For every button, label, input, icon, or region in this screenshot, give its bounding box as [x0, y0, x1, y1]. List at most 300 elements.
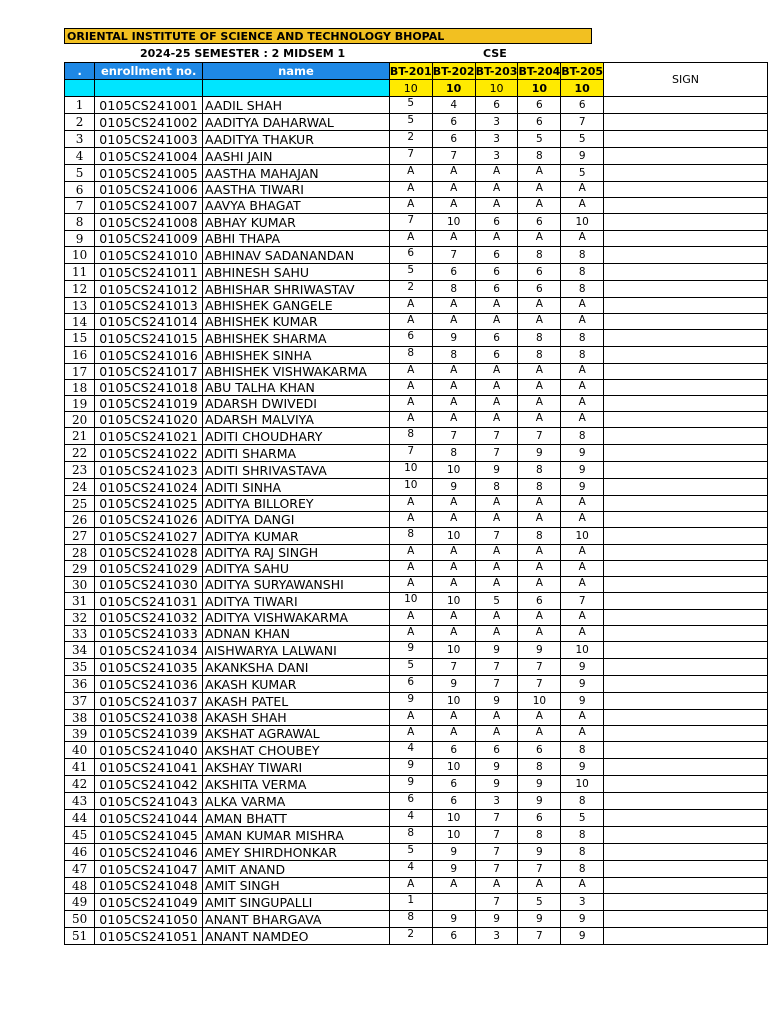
- mark-cell: 7: [432, 148, 475, 165]
- table-row: [65, 131, 768, 148]
- mark-cell: A: [432, 298, 475, 314]
- mark-cell: A: [432, 182, 475, 198]
- mark-cell: 7: [475, 659, 518, 676]
- serial-number-cell: 9: [65, 231, 95, 247]
- sign-cell: [604, 676, 768, 693]
- sign-cell: [604, 97, 768, 114]
- table-row: [65, 610, 768, 626]
- mark-cell: 9: [561, 479, 604, 496]
- mark-cell: 6: [389, 330, 432, 347]
- mark-cell: 8: [561, 742, 604, 759]
- mark-cell: 8: [432, 347, 475, 364]
- student-name-cell: ADITYA SAHU: [203, 561, 390, 577]
- student-name-cell: AKSHAY TIWARI: [203, 759, 390, 776]
- mark-cell: 9: [432, 676, 475, 693]
- student-name-cell: ADITYA KUMAR: [203, 528, 390, 545]
- mark-cell: 10: [432, 214, 475, 231]
- max-marks-cell: 10: [432, 80, 475, 97]
- sign-cell: [604, 827, 768, 844]
- mark-cell: 8: [561, 347, 604, 364]
- mark-cell: 7: [475, 827, 518, 844]
- table-row: [65, 911, 768, 928]
- mark-cell: A: [389, 412, 432, 428]
- table-row: [65, 479, 768, 496]
- table-row: [65, 165, 768, 182]
- student-name-cell: ADARSH DWIVEDI: [203, 396, 390, 412]
- table-row: [65, 247, 768, 264]
- student-name-cell: AADITYA DAHARWAL: [203, 114, 390, 131]
- mark-cell: 3: [475, 148, 518, 165]
- sign-cell: [604, 428, 768, 445]
- mark-cell: 8: [518, 347, 561, 364]
- mark-cell: 10: [561, 528, 604, 545]
- serial-number-cell: 45: [65, 827, 95, 844]
- sign-cell: [604, 165, 768, 182]
- mark-cell: A: [475, 396, 518, 412]
- mark-cell: 9: [561, 148, 604, 165]
- serial-number-cell: 43: [65, 793, 95, 810]
- enrollment-cell: 0105CS241024: [95, 479, 203, 496]
- table-row: [65, 659, 768, 676]
- mark-cell: 5: [389, 659, 432, 676]
- mark-cell: A: [475, 878, 518, 894]
- mark-cell: A: [518, 412, 561, 428]
- mark-cell: 4: [389, 810, 432, 827]
- student-name-cell: AMIT SINGH: [203, 878, 390, 894]
- serial-number-cell: 40: [65, 742, 95, 759]
- mark-cell: A: [518, 496, 561, 512]
- mark-cell: A: [518, 512, 561, 528]
- mark-cell: 7: [432, 428, 475, 445]
- enrollment-cell: 0105CS241013: [95, 298, 203, 314]
- student-name-cell: ABHISHEK SINHA: [203, 347, 390, 364]
- mark-cell: A: [518, 396, 561, 412]
- table-row: [65, 894, 768, 911]
- serial-number-cell: 20: [65, 412, 95, 428]
- mark-cell: A: [475, 364, 518, 380]
- max-marks-cell: 10: [561, 80, 604, 97]
- mark-cell: 9: [518, 642, 561, 659]
- mark-cell: 6: [518, 97, 561, 114]
- mark-cell: 8: [561, 861, 604, 878]
- enrollment-cell: 0105CS241047: [95, 861, 203, 878]
- mark-cell: 8: [561, 264, 604, 281]
- mark-cell: A: [518, 561, 561, 577]
- mark-cell: 9: [475, 759, 518, 776]
- sign-cell: [604, 626, 768, 642]
- mark-cell: 9: [561, 445, 604, 462]
- subject-header: BT-205: [561, 64, 604, 78]
- student-name-cell: ADITYA DANGI: [203, 512, 390, 528]
- sign-cell: [604, 198, 768, 214]
- sign-cell: [604, 148, 768, 165]
- mark-cell: 6: [432, 928, 475, 945]
- student-name-cell: AKANKSHA DANI: [203, 659, 390, 676]
- mark-cell: 9: [518, 844, 561, 861]
- table-row: [65, 693, 768, 710]
- student-name-cell: ABHINESH SAHU: [203, 264, 390, 281]
- mark-cell: A: [561, 396, 604, 412]
- enrollment-cell: 0105CS241010: [95, 247, 203, 264]
- mark-cell: 10: [561, 776, 604, 793]
- serial-number-cell: 24: [65, 479, 95, 496]
- mark-cell: A: [518, 380, 561, 396]
- mark-cell: 7: [475, 676, 518, 693]
- mark-cell: 8: [389, 911, 432, 928]
- serial-number-cell: 14: [65, 314, 95, 330]
- serial-number-cell: 31: [65, 593, 95, 610]
- student-name-cell: ADITI SINHA: [203, 479, 390, 496]
- enrollment-cell: 0105CS241014: [95, 314, 203, 330]
- sign-cell: [604, 214, 768, 231]
- mark-cell: 10: [432, 593, 475, 610]
- mark-cell: A: [518, 878, 561, 894]
- table-row: [65, 545, 768, 561]
- mark-cell: 8: [389, 347, 432, 364]
- enrollment-cell: 0105CS241018: [95, 380, 203, 396]
- enrollment-cell: 0105CS241003: [95, 131, 203, 148]
- mark-cell: A: [389, 198, 432, 214]
- mark-cell: A: [475, 182, 518, 198]
- enrollment-cell: 0105CS241042: [95, 776, 203, 793]
- serial-number-cell: 17: [65, 364, 95, 380]
- mark-cell: A: [518, 314, 561, 330]
- mark-cell: A: [432, 231, 475, 247]
- mark-cell: A: [432, 626, 475, 642]
- table-row: [65, 496, 768, 512]
- mark-cell: 9: [561, 462, 604, 479]
- mark-cell: 6: [475, 264, 518, 281]
- student-name-cell: ABHAY KUMAR: [203, 214, 390, 231]
- serial-number-cell: 26: [65, 512, 95, 528]
- mark-cell: 7: [561, 114, 604, 131]
- enrollment-cell: 0105CS241048: [95, 878, 203, 894]
- sign-header: SIGN: [604, 63, 768, 97]
- enrollment-cell: 0105CS241008: [95, 214, 203, 231]
- mark-cell: A: [518, 231, 561, 247]
- enrollment-cell: 0105CS241051: [95, 928, 203, 945]
- mark-cell: A: [518, 726, 561, 742]
- mark-cell: A: [561, 182, 604, 198]
- mark-cell: 8: [518, 479, 561, 496]
- mark-cell: 10: [432, 827, 475, 844]
- mark-cell: 9: [432, 861, 475, 878]
- mark-cell: A: [432, 710, 475, 726]
- sign-cell: [604, 759, 768, 776]
- mark-cell: 9: [518, 793, 561, 810]
- mark-cell: A: [561, 380, 604, 396]
- mark-cell: A: [518, 545, 561, 561]
- mark-cell: A: [432, 314, 475, 330]
- mark-cell: 9: [561, 928, 604, 945]
- mark-cell: 9: [518, 911, 561, 928]
- mark-cell: A: [432, 396, 475, 412]
- mark-cell: 10: [518, 693, 561, 710]
- serial-number-cell: 21: [65, 428, 95, 445]
- student-name-cell: AASTHA TIWARI: [203, 182, 390, 198]
- mark-cell: A: [561, 496, 604, 512]
- mark-cell: 6: [475, 97, 518, 114]
- mark-cell: 5: [561, 810, 604, 827]
- serial-number-cell: 36: [65, 676, 95, 693]
- table-row: [65, 214, 768, 231]
- mark-cell: 5: [389, 264, 432, 281]
- sign-cell: [604, 844, 768, 861]
- serial-number-cell: 29: [65, 561, 95, 577]
- mark-cell: 9: [432, 330, 475, 347]
- mark-cell: 2: [389, 281, 432, 298]
- subject-header: BT-203: [475, 64, 518, 78]
- mark-cell: 6: [432, 793, 475, 810]
- mark-cell: A: [561, 577, 604, 593]
- mark-cell: A: [561, 710, 604, 726]
- student-name-cell: ADITI SHARMA: [203, 445, 390, 462]
- mark-cell: A: [475, 610, 518, 626]
- table-row: [65, 462, 768, 479]
- mark-cell: A: [475, 165, 518, 182]
- enrollment-cell: 0105CS241041: [95, 759, 203, 776]
- mark-cell: A: [475, 231, 518, 247]
- table-row: [65, 97, 768, 114]
- table-row: [65, 626, 768, 642]
- sign-cell: [604, 264, 768, 281]
- table-row: [65, 742, 768, 759]
- serial-number-cell: 48: [65, 878, 95, 894]
- mark-cell: A: [389, 512, 432, 528]
- mark-cell: A: [389, 298, 432, 314]
- student-name-cell: AADIL SHAH: [203, 97, 390, 114]
- mark-cell: 6: [432, 131, 475, 148]
- table-row: [65, 676, 768, 693]
- mark-cell: 9: [561, 676, 604, 693]
- serial-number-cell: 47: [65, 861, 95, 878]
- mark-cell: 6: [475, 281, 518, 298]
- max-marks-cell: 10: [475, 80, 518, 97]
- mark-cell: 5: [389, 844, 432, 861]
- mark-cell: A: [389, 561, 432, 577]
- mark-cell: 6: [518, 742, 561, 759]
- mark-cell: A: [561, 545, 604, 561]
- table-row: [65, 298, 768, 314]
- mark-cell: A: [518, 364, 561, 380]
- mark-cell: 6: [518, 214, 561, 231]
- table-row: [65, 412, 768, 428]
- mark-cell: A: [561, 314, 604, 330]
- mark-cell: 5: [389, 97, 432, 114]
- mark-cell: 8: [561, 827, 604, 844]
- mark-cell: A: [475, 512, 518, 528]
- table-row: [65, 396, 768, 412]
- enrollment-cell: 0105CS241001: [95, 97, 203, 114]
- mark-cell: 9: [389, 693, 432, 710]
- serial-number-cell: 7: [65, 198, 95, 214]
- mark-cell: 8: [518, 528, 561, 545]
- sign-cell: [604, 380, 768, 396]
- mark-cell: 9: [475, 642, 518, 659]
- mark-cell: A: [561, 198, 604, 214]
- mark-cell: 9: [389, 759, 432, 776]
- mark-cell: 7: [561, 593, 604, 610]
- mark-cell: 9: [432, 911, 475, 928]
- mark-cell: A: [518, 165, 561, 182]
- enrollment-cell: 0105CS241005: [95, 165, 203, 182]
- mark-cell: 6: [475, 247, 518, 264]
- mark-cell: 9: [518, 776, 561, 793]
- mark-cell: 2: [389, 928, 432, 945]
- serial-number-cell: 51: [65, 928, 95, 945]
- sign-cell: [604, 577, 768, 593]
- enrollment-cell: 0105CS241044: [95, 810, 203, 827]
- enrollment-cell: 0105CS241030: [95, 577, 203, 593]
- mark-cell: 8: [389, 528, 432, 545]
- mark-cell: 7: [475, 445, 518, 462]
- mark-cell: 10: [432, 810, 475, 827]
- mark-cell: 8: [561, 844, 604, 861]
- mark-cell: A: [432, 165, 475, 182]
- mark-cell: A: [475, 726, 518, 742]
- max-marks-blank: [203, 80, 390, 97]
- table-row: [65, 593, 768, 610]
- mark-cell: A: [389, 710, 432, 726]
- enrollment-cell: 0105CS241004: [95, 148, 203, 165]
- serial-number-cell: 5: [65, 165, 95, 182]
- table-row: [65, 928, 768, 945]
- mark-cell: A: [518, 577, 561, 593]
- mark-cell: A: [561, 610, 604, 626]
- mark-cell: A: [475, 710, 518, 726]
- table-row: [65, 710, 768, 726]
- mark-cell: 6: [561, 97, 604, 114]
- mark-cell: 9: [561, 659, 604, 676]
- mark-cell: 6: [518, 593, 561, 610]
- table-row: [65, 776, 768, 793]
- mark-cell: [432, 894, 475, 911]
- table-row: [65, 347, 768, 364]
- enrollment-cell: 0105CS241039: [95, 726, 203, 742]
- serial-number-cell: 39: [65, 726, 95, 742]
- mark-cell: A: [389, 380, 432, 396]
- table-row: [65, 827, 768, 844]
- sign-cell: [604, 396, 768, 412]
- max-marks-cell: 10: [518, 80, 561, 97]
- serial-number-cell: 1: [65, 97, 95, 114]
- mark-cell: A: [432, 726, 475, 742]
- table-row: [65, 528, 768, 545]
- mark-cell: 9: [518, 445, 561, 462]
- enrollment-cell: 0105CS241026: [95, 512, 203, 528]
- max-marks-cell: 10: [389, 80, 432, 97]
- mark-cell: 6: [432, 114, 475, 131]
- mark-cell: 6: [518, 114, 561, 131]
- sign-cell: [604, 710, 768, 726]
- mark-cell: 6: [389, 793, 432, 810]
- table-row: [65, 380, 768, 396]
- sign-cell: [604, 496, 768, 512]
- mark-cell: A: [518, 198, 561, 214]
- mark-cell: 9: [561, 759, 604, 776]
- enrollment-cell: 0105CS241025: [95, 496, 203, 512]
- table-row: [65, 148, 768, 165]
- max-marks-blank: [65, 80, 95, 97]
- subject-header: BT-202: [432, 64, 475, 78]
- table-row: [65, 861, 768, 878]
- serial-number-cell: 49: [65, 894, 95, 911]
- student-name-cell: ADITYA TIWARI: [203, 593, 390, 610]
- student-name-cell: ABU TALHA KHAN: [203, 380, 390, 396]
- mark-cell: A: [561, 626, 604, 642]
- mark-cell: 9: [475, 776, 518, 793]
- mark-cell: 6: [389, 247, 432, 264]
- mark-cell: A: [561, 512, 604, 528]
- mark-cell: A: [475, 198, 518, 214]
- student-name-cell: ABHISHAR SHRIWASTAV: [203, 281, 390, 298]
- mark-cell: 9: [475, 693, 518, 710]
- student-name-cell: AMIT ANAND: [203, 861, 390, 878]
- student-name-cell: ABHINAV SADANANDAN: [203, 247, 390, 264]
- mark-cell: 6: [432, 776, 475, 793]
- mark-cell: 5: [518, 131, 561, 148]
- mark-cell: A: [389, 182, 432, 198]
- student-name-cell: AKASH SHAH: [203, 710, 390, 726]
- enrollment-cell: 0105CS241032: [95, 610, 203, 626]
- mark-cell: 8: [518, 759, 561, 776]
- mark-cell: 7: [518, 928, 561, 945]
- mark-cell: A: [389, 626, 432, 642]
- table-row: [65, 810, 768, 827]
- student-name-cell: AKASH KUMAR: [203, 676, 390, 693]
- sign-cell: [604, 114, 768, 131]
- student-name-cell: ALKA VARMA: [203, 793, 390, 810]
- student-name-cell: ADITYA VISHWAKARMA: [203, 610, 390, 626]
- mark-cell: 8: [432, 281, 475, 298]
- mark-cell: 7: [475, 428, 518, 445]
- mark-cell: A: [389, 396, 432, 412]
- sign-cell: [604, 545, 768, 561]
- student-name-cell: ADITYA SURYAWANSHI: [203, 577, 390, 593]
- serial-number-cell: 18: [65, 380, 95, 396]
- department-label: CSE: [483, 47, 507, 60]
- sign-cell: [604, 512, 768, 528]
- mark-cell: A: [561, 231, 604, 247]
- serial-number-cell: 13: [65, 298, 95, 314]
- mark-cell: 8: [561, 281, 604, 298]
- enrollment-cell: 0105CS241015: [95, 330, 203, 347]
- table-row: [65, 231, 768, 247]
- enrollment-cell: 0105CS241020: [95, 412, 203, 428]
- table-row: [65, 878, 768, 894]
- mark-cell: A: [475, 577, 518, 593]
- enrollment-cell: 0105CS241006: [95, 182, 203, 198]
- mark-cell: 8: [432, 445, 475, 462]
- sno-header: .: [65, 63, 95, 80]
- sign-cell: [604, 445, 768, 462]
- mark-cell: A: [389, 545, 432, 561]
- mark-cell: A: [475, 314, 518, 330]
- student-name-cell: AMIT SINGUPALLI: [203, 894, 390, 911]
- student-name-cell: ADITYA BILLOREY: [203, 496, 390, 512]
- mark-cell: 10: [389, 462, 432, 479]
- enrollment-cell: 0105CS241021: [95, 428, 203, 445]
- table-row: [65, 428, 768, 445]
- serial-number-cell: 33: [65, 626, 95, 642]
- enrollment-cell: 0105CS241022: [95, 445, 203, 462]
- mark-cell: A: [475, 545, 518, 561]
- serial-number-cell: 42: [65, 776, 95, 793]
- serial-number-cell: 30: [65, 577, 95, 593]
- enrollment-cell: 0105CS241017: [95, 364, 203, 380]
- serial-number-cell: 22: [65, 445, 95, 462]
- enrollment-cell: 0105CS241031: [95, 593, 203, 610]
